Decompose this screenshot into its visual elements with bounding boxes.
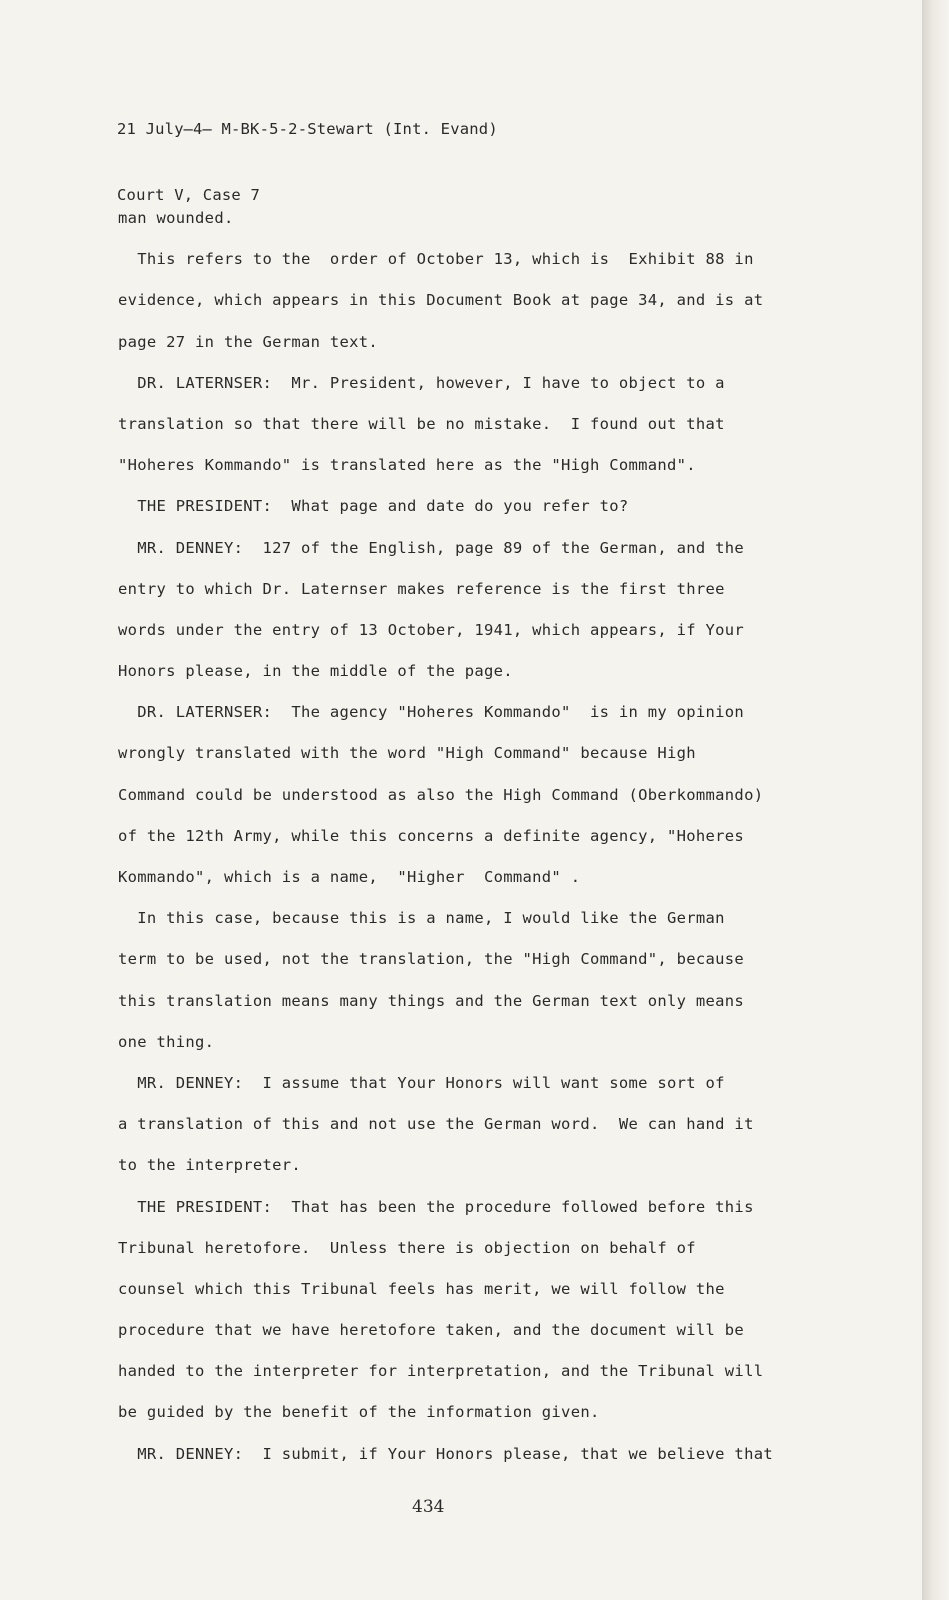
- header-line-1: 21 July̶4̶ M-BK-5-2-Stewart (Int. Evand): [117, 120, 498, 138]
- text-line: In this case, because this is a name, I would like the German: [118, 909, 725, 928]
- page-edge: [922, 0, 949, 1600]
- text-line: procedure that we have heretofore taken, and the document will be: [118, 1321, 745, 1340]
- text-line: words under the entry of 13 October, 1941, which appears, if Your: [118, 620, 745, 639]
- text-line: one thing.: [118, 1032, 215, 1051]
- text-line: counsel which this Tribunal feels has merit, we will follow the: [118, 1279, 725, 1298]
- text-line: DR. LATERNSER: The agency "Hoheres Kommando" is in my opinion: [118, 703, 745, 722]
- text-line: Tribunal heretofore. Unless there is objection on behalf of: [118, 1238, 696, 1257]
- text-line: MR. DENNEY: 127 of the English, page 89 of the German, and the: [118, 538, 745, 557]
- text-line: be guided by the benefit of the information given.: [118, 1403, 600, 1422]
- text-line: a translation of this and not use the German word. We can hand it: [118, 1115, 754, 1134]
- text-line: man wounded.: [118, 209, 234, 227]
- text-line: Kommando", which is a name, "Higher Command" .: [118, 868, 581, 886]
- text-line: wrongly translated with the word "High Command" because High: [118, 744, 696, 763]
- text-line: MR. DENNEY: I assume that Your Honors will want some sort of: [118, 1073, 725, 1092]
- transcript-body: [118, 198, 818, 1475]
- text-line: DR. LATERNSER: Mr. President, however, I have to object to a: [118, 373, 725, 392]
- text-line: term to be used, not the translation, the "High Command", because: [118, 950, 745, 969]
- text-line: This refers to the order of October 13, which is Exhibit 88 in: [118, 250, 754, 269]
- text-line: MR. DENNEY: I submit, if Your Honors please, that we believe that: [118, 1444, 773, 1463]
- text-line: Honors please, in the middle of the page.: [118, 662, 513, 681]
- text-line: of the 12th Army, while this concerns a definite agency, "Hoheres: [118, 826, 745, 845]
- text-line: entry to which Dr. Laternser makes reference is the first three: [118, 579, 725, 598]
- header-line-2: Court V, Case 7: [117, 186, 260, 204]
- text-line: this translation means many things and the German text only means: [118, 991, 745, 1010]
- text-line: "Hoheres Kommando" is translated here as the "High Command".: [118, 456, 696, 475]
- text-line: translation so that there will be no mistake. I found out that: [118, 414, 725, 433]
- text-line: THE PRESIDENT: What page and date do you refer to?: [118, 497, 629, 516]
- text-line: to the interpreter.: [118, 1156, 302, 1175]
- text-line: evidence, which appears in this Document Book at page 34, and is at: [118, 291, 764, 310]
- text-line: handed to the interpreter for interpretation, and the Tribunal will: [118, 1362, 764, 1381]
- text-line: Command could be understood as also the High Command (Oberkommando): [118, 785, 764, 804]
- page-number: 434: [412, 1497, 445, 1517]
- text-line: page 27 in the German text.: [118, 332, 379, 351]
- text-line: THE PRESIDENT: That has been the procedure followed before this: [118, 1197, 754, 1216]
